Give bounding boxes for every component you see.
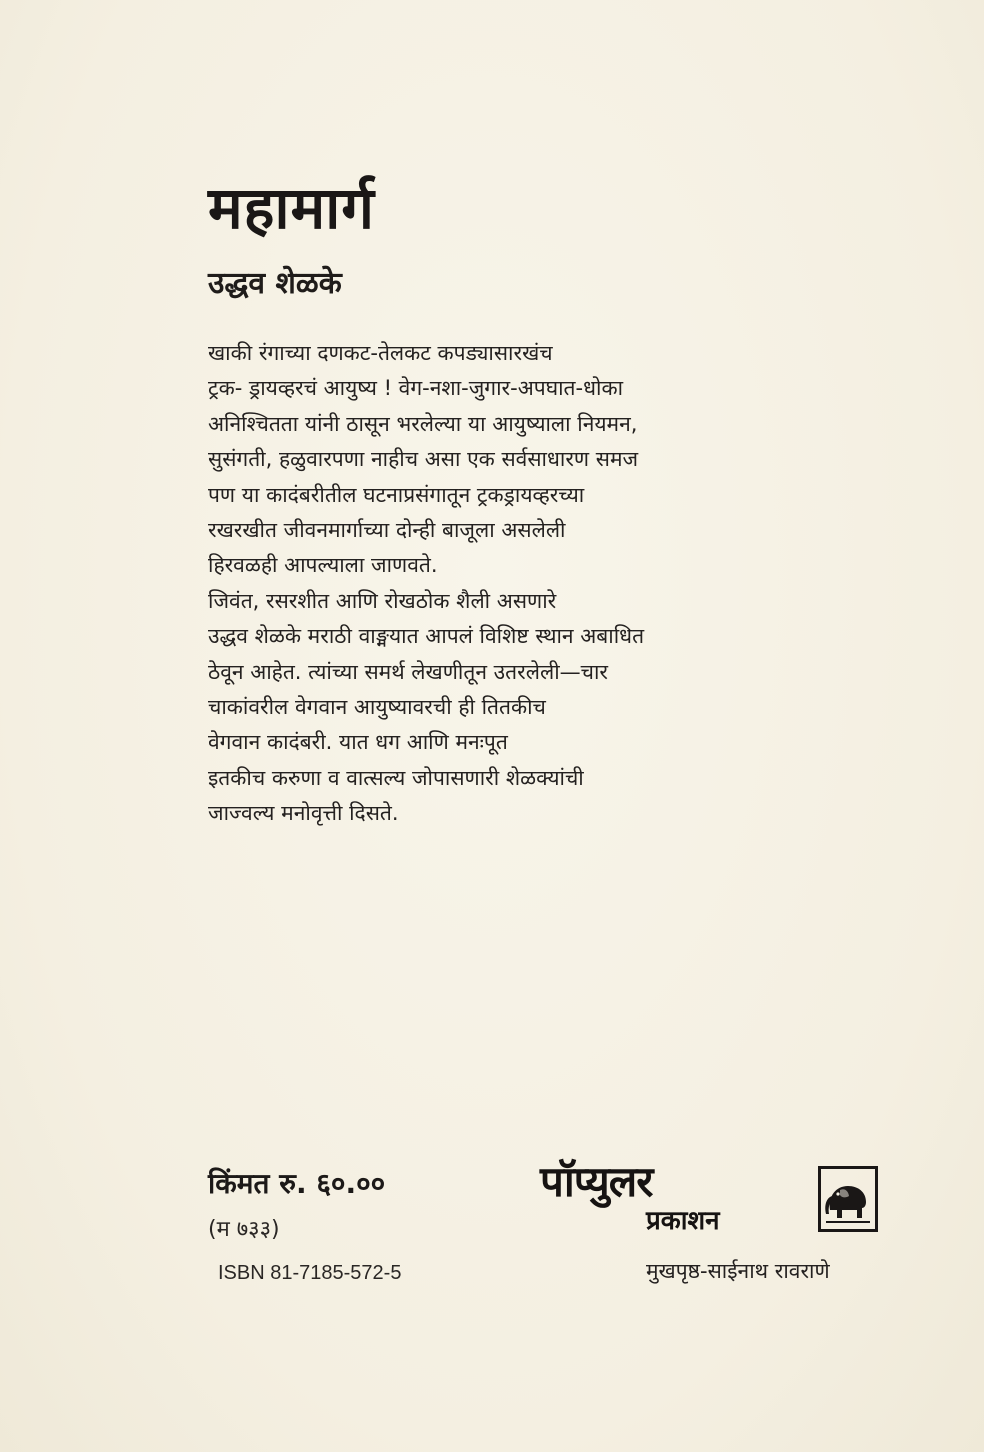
blurb <box>208 336 808 831</box>
blurb-line: जाज्वल्य मनोवृत्ती दिसते. <box>208 801 399 826</box>
blurb-line: इतकीच करुणा व वात्सल्य जोपासणारी शेळक्यांची <box>208 765 584 790</box>
blurb-line: हिरवळही आपल्याला जाणवते. <box>208 553 438 578</box>
blurb-line: वेगवान कादंबरी. यात धग आणि मनःपूत <box>208 730 508 755</box>
publisher-subtitle: प्रकाशन <box>646 1206 720 1236</box>
blurb-line: अनिश्चितता यांनी ठासून भरलेल्या या आयुष्याला नियमन, <box>208 411 638 436</box>
blurb-line: ट्रक- ड्रायव्हरचं आयुष्य ! वेग-नशा-जुगार-अपघात-धोका <box>208 376 624 401</box>
price: किंमत रु. ६०.०० <box>208 1167 386 1200</box>
elephant-logo-icon <box>818 1166 878 1232</box>
book-title: महामार्ग <box>208 174 375 242</box>
blurb-line: जिवंत, रसरशीत आणि रोखठोक शैली असणारे <box>208 588 557 613</box>
author-name: उद्धव शेळके <box>208 266 342 301</box>
blurb-line: सुसंगती, हळुवारपणा नाहीच असा एक सर्वसाधारण समज <box>208 447 639 472</box>
blurb-line: उद्धव शेळके मराठी वाङ्मयात आपलं विशिष्ट स्थान अबाधित <box>208 624 645 649</box>
cover-credit: मुखपृष्ठ-साईनाथ रावराणे <box>646 1259 830 1283</box>
blurb-line: चाकांवरील वेगवान आयुष्यावरची ही तितकीच <box>208 694 546 719</box>
blurb-line: रखरखीत जीवनमार्गाच्या दोन्ही बाजूला असलेली <box>208 517 566 542</box>
isbn: ISBN 81-7185-572-5 <box>218 1262 402 1284</box>
publisher-name: पॉप्युलर <box>540 1157 653 1206</box>
blurb-line: ठेवून आहेत. त्यांच्या समर्थ लेखणीतून उतरलेली—चार <box>208 659 608 684</box>
catalog-code: (म ७३३) <box>208 1217 280 1242</box>
blurb-line: खाकी रंगाच्या दणकट-तेलकट कपड्यासारखंच <box>208 341 553 365</box>
blurb-line: पण या कादंबरीतील घटनाप्रसंगातून ट्रकड्रायव्हरच्या <box>208 482 585 507</box>
